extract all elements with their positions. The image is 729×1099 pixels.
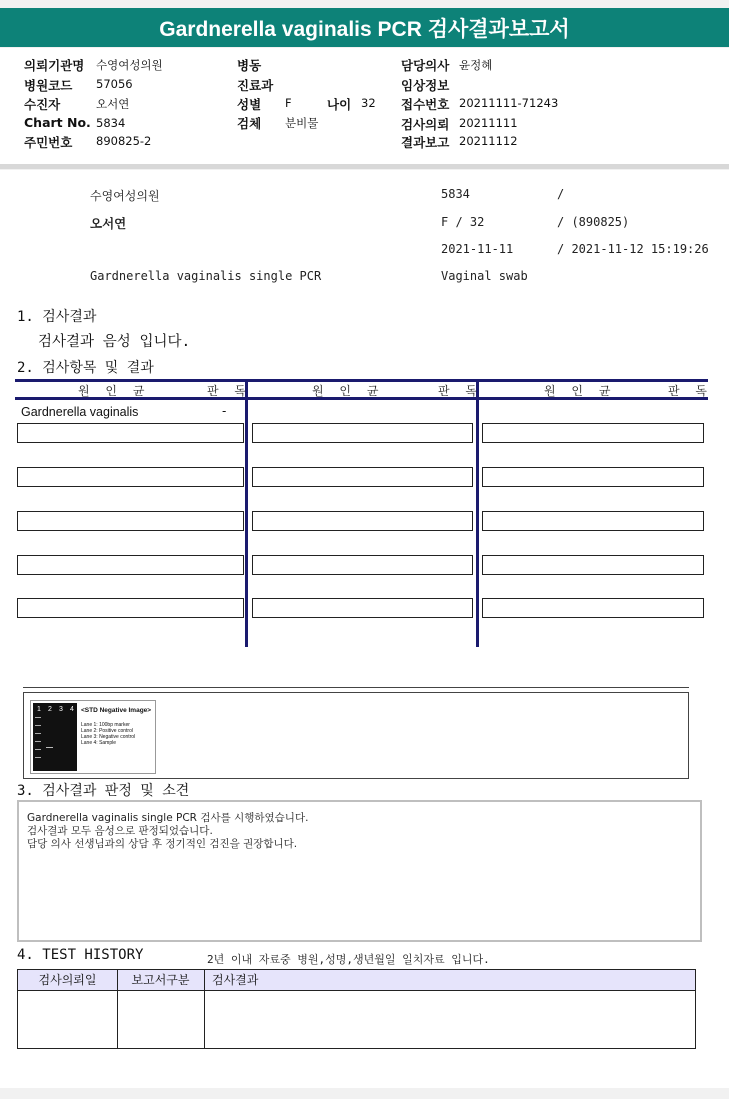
results-table-divider-2 [476, 381, 479, 647]
result-cell [482, 511, 704, 531]
section-1-result-text: 검사결과 음성 입니다. [38, 334, 191, 350]
summary-patient: 오서연 [90, 216, 127, 231]
gel-legend-item: Lane 1: 100bp marker [81, 722, 130, 728]
hospital-value: 수영여성의원 [96, 58, 163, 72]
chart-label: Chart No. [24, 115, 91, 130]
patient-value: 오서연 [96, 97, 130, 111]
result-cell [17, 598, 244, 618]
header-separator [0, 164, 729, 169]
sex-value: F [285, 96, 292, 110]
summary-hospital: 수영여성의원 [90, 189, 160, 203]
history-divider [117, 970, 118, 1048]
rrn-value: 890825-2 [96, 134, 152, 148]
receipt-label: 접수번호 [401, 97, 450, 112]
result-cell [482, 598, 704, 618]
opinion-line: Gardnerella vaginalis single PCR 검사를 시행하였습니다. [27, 812, 309, 824]
clinical-label: 임상정보 [401, 78, 450, 93]
history-note: 2년 이내 자료중 병원,성명,생년월일 일치자료 입니다. [207, 953, 490, 966]
doctor-value: 윤정혜 [459, 58, 493, 72]
request-date-label: 검사의뢰 [401, 117, 450, 132]
opinion-box [17, 800, 702, 942]
gel-title: <STD Negative Image> [81, 707, 152, 714]
history-header-report-type: 보고서구분 [117, 970, 204, 991]
section-1-title: 1. 검사결과 [17, 309, 97, 325]
section-3-title: 3. 검사결과 판정 및 소견 [17, 783, 190, 799]
code-label: 병원코드 [24, 78, 73, 93]
result-cell [252, 467, 473, 487]
history-divider [204, 970, 205, 1048]
result-cell [17, 467, 244, 487]
hospital-label: 의뢰기관명 [24, 58, 85, 73]
organism-result: - [222, 404, 227, 418]
result-cell [252, 423, 473, 443]
age-value: 32 [361, 96, 376, 110]
specimen-value: 분비물 [285, 116, 319, 130]
image-top-line [23, 687, 689, 688]
history-header-result: 검사결과 [204, 970, 695, 991]
report-date-value: 20211112 [459, 134, 518, 148]
receipt-value: 20211111-71243 [459, 96, 559, 110]
summary-specimen: Vaginal swab [441, 269, 528, 283]
col-judge-3: 판 독 [668, 384, 713, 398]
chart-value: 5834 [96, 116, 126, 130]
col-judge-2: 판 독 [438, 384, 483, 398]
test-history-table [17, 969, 696, 1049]
summary-test-name: Gardnerella vaginalis single PCR [90, 269, 322, 283]
rrn-label: 주민번호 [24, 135, 73, 150]
code-value: 57056 [96, 77, 133, 91]
gel-legend-item: Lane 4: Sample [81, 740, 117, 746]
col-organism-3: 원 인 균 [544, 384, 617, 398]
result-cell [252, 511, 473, 531]
request-date-value: 20211111 [459, 116, 518, 130]
gel-electrophoresis-image [30, 700, 156, 774]
col-organism-2: 원 인 균 [312, 384, 385, 398]
result-cell [482, 555, 704, 575]
gel-image-box [23, 692, 689, 779]
gel-legend-item: Lane 2: Positive control [81, 728, 133, 734]
ward-label: 병동 [237, 58, 262, 73]
result-cell [252, 555, 473, 575]
sex-label: 성별 [237, 97, 262, 112]
result-cell [252, 598, 473, 618]
organism-name: Gardnerella vaginalis [21, 405, 139, 419]
col-judge-1: 판 독 [207, 384, 252, 398]
lane-number: 1 [37, 706, 41, 713]
result-cell [17, 511, 244, 531]
section-2-title: 2. 검사항목 및 결과 [17, 360, 154, 376]
summary-request-date: 2021-11-11 [441, 242, 514, 256]
summary-sex-age: F / 32 [441, 215, 485, 229]
lane-number: 4 [70, 706, 74, 713]
specimen-label: 검체 [237, 116, 262, 131]
result-cell [17, 423, 244, 443]
age-label: 나이 [327, 97, 352, 112]
gel-lanes [33, 703, 77, 771]
opinion-line: 검사결과 모두 음성으로 판정되었습니다. [27, 825, 213, 837]
dept-label: 진료과 [237, 78, 274, 93]
doctor-label: 담당의사 [401, 58, 450, 73]
summary-birth: / (890825) [557, 215, 630, 229]
summary-report-datetime: / 2021-11-12 15:19:26 [557, 242, 709, 256]
opinion-line: 담당 의사 선생님과의 상담 후 정기적인 검진을 권장합니다. [27, 838, 298, 850]
patient-label: 수진자 [24, 97, 61, 112]
report-date-label: 결과보고 [401, 135, 450, 150]
results-table-divider-1 [245, 381, 248, 647]
col-organism-1: 원 인 균 [78, 384, 151, 398]
gel-legend-item: Lane 3: Negative control [81, 734, 136, 740]
report-title: Gardnerella vaginalis PCR 검사결과보고서 [0, 8, 729, 47]
summary-chart: 5834 [441, 187, 470, 201]
result-cell [17, 555, 244, 575]
history-header-request-date: 검사의뢰일 [18, 970, 117, 991]
lane-number: 2 [48, 706, 52, 713]
result-cell [482, 423, 704, 443]
summary-slash: / [557, 187, 565, 201]
patient-info-header [0, 48, 729, 164]
section-4-title: 4. TEST HISTORY [17, 947, 144, 963]
result-cell [482, 467, 704, 487]
lane-number: 3 [59, 706, 63, 713]
